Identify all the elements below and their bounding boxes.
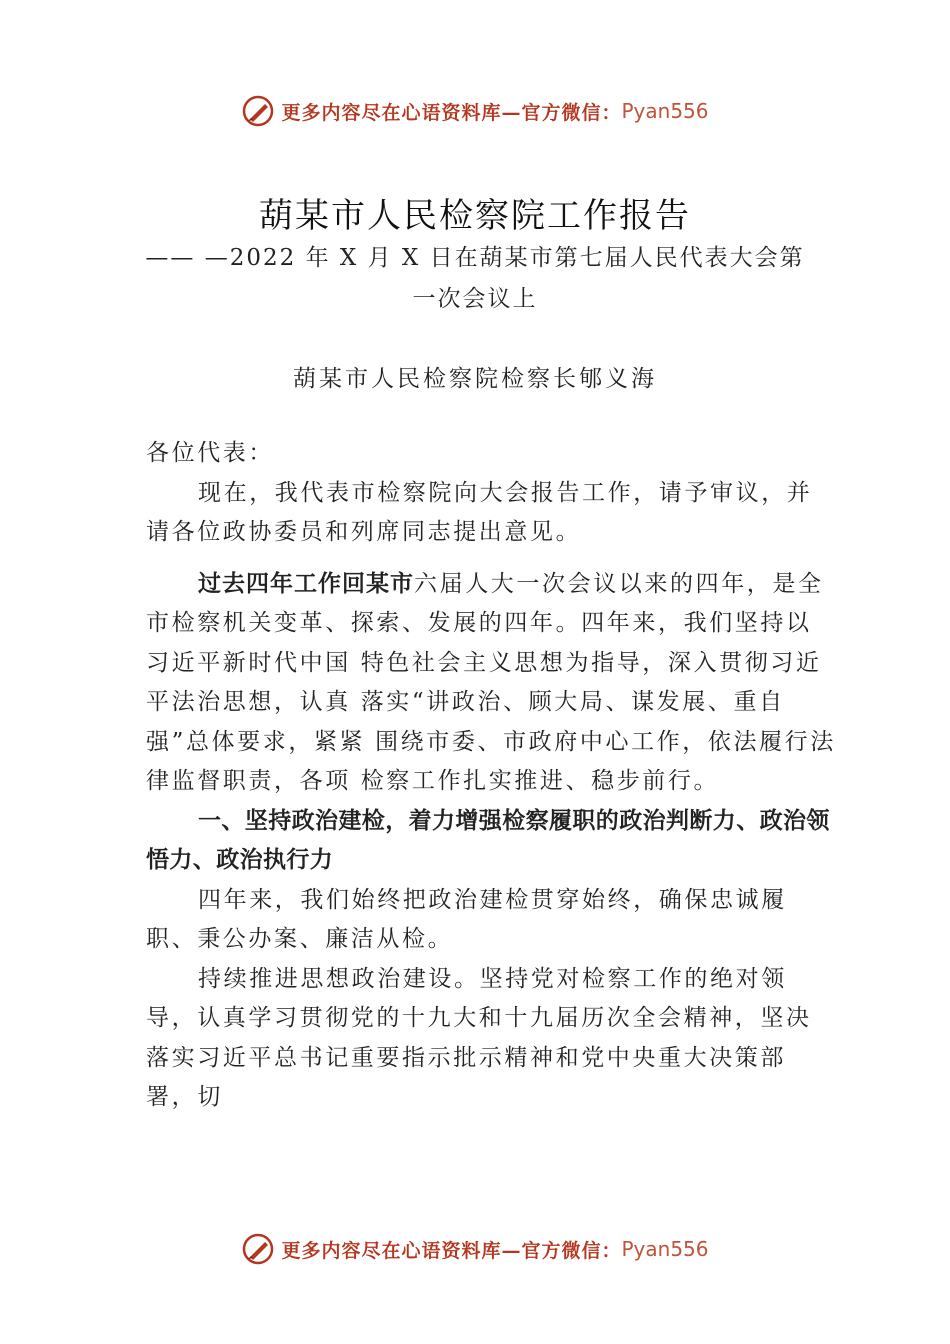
banner-wechat-id: Pyan556 (621, 1237, 709, 1261)
document-title: 葫某市人民检察院工作报告 (259, 196, 691, 236)
subtitle-line-2: 一次会议上 (412, 286, 538, 312)
pen-logo-icon (241, 1232, 275, 1266)
paragraph-intro: 现在，我代表市检察院向大会报告工作，请予审议，并请各位政协委员和列席同志提出意见。 (146, 479, 813, 545)
salutation: 各位代表： (146, 440, 274, 466)
paragraph-section-1: 四年来，我们始终把政治建检贯穿始终，确保忠诚履职、秉公办案、廉洁从检。 (146, 886, 787, 952)
author-line: 葫某市人民检察院检察长郇义海 (293, 366, 657, 392)
banner-text: 更多内容尽在心语资料库—官方微信： (281, 101, 622, 124)
section-heading-1: 一、坚持政治建检，着力增强检察履职的政治判断力、政治领悟力、政治执行力 (146, 807, 830, 873)
footer-banner (0, 1232, 950, 1266)
subtitle-line-1: —— —2022 年 X 月 X 日在葫某市第七届人民代表大会第 (145, 245, 805, 271)
header-banner (0, 94, 950, 128)
pen-logo-icon (241, 94, 275, 128)
banner-text: 更多内容尽在心语资料库—官方微信： (281, 1239, 622, 1262)
banner-wechat-id: Pyan556 (621, 99, 709, 123)
document-body (146, 434, 836, 1118)
paragraph-political: 持续推进思想政治建设。坚持党对检察工作的绝对领导，认真学习贯彻党的十九大和十九届历次全会精神，坚决落实习近平总书记重要指示批示精神和党中央重大决策部署，切 (146, 965, 812, 1110)
paragraph-review (146, 565, 836, 802)
paragraph-review-lead: 过去四年工作回某市 (198, 570, 414, 597)
paragraph-review-text: 六届人大一次会议以来的四年，是全市检察机关变革、探索、发展的四年。四年来，我们坚持以习近平新时代中国 特色社会主义思想为指导，深入贯彻习近平法治思想，认真 落实“讲政治、顾大局、谋发展、重自强”总体要求，紧紧 围绕市委、市政府中心工作，依法履行法律监督职责，各项 检察工作扎实推进、稳步前行。 (146, 570, 836, 794)
